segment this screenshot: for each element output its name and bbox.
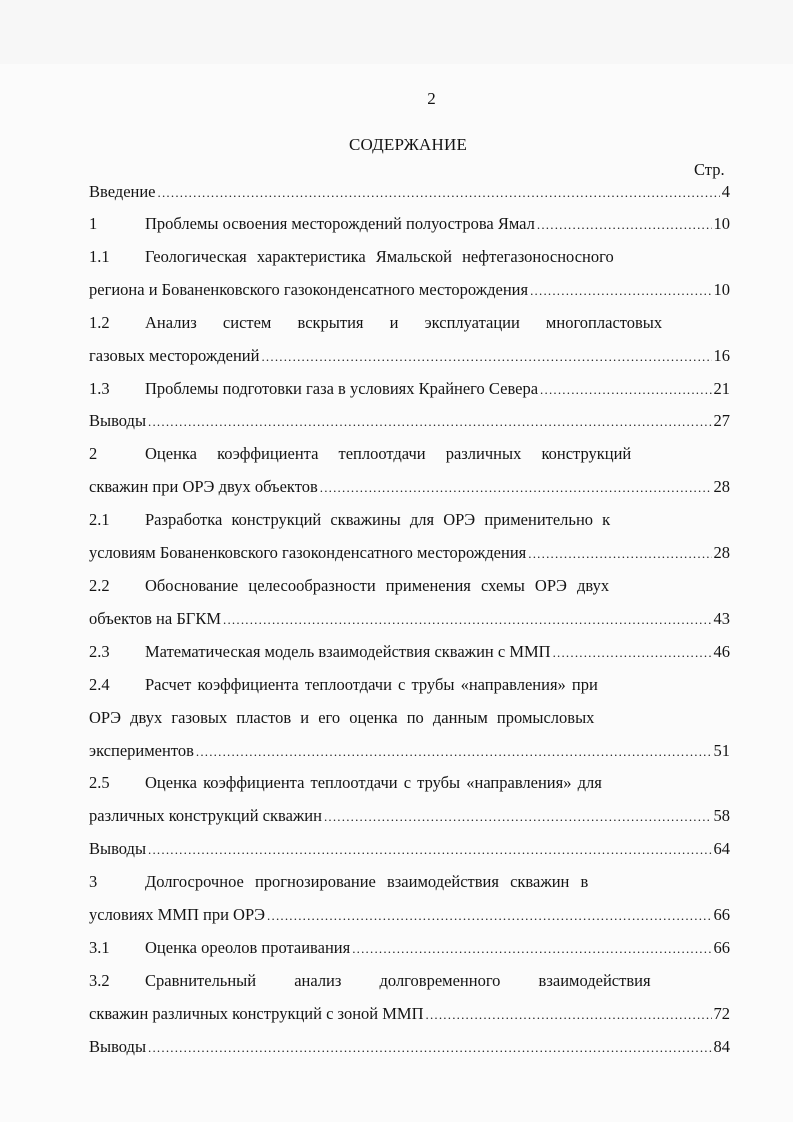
toc-title: Математическая модель взаимодействия скважин с ММП: [145, 642, 551, 661]
page-column-label: Стр.: [694, 160, 725, 179]
toc-entry-2-1: [89, 508, 730, 532]
toc-leader: [148, 838, 711, 862]
toc-title: Проблемы освоения месторождений полуострова Ямал: [145, 214, 535, 233]
toc-leader: [223, 608, 711, 632]
toc-title: Введение: [89, 182, 156, 201]
toc-title-line: региона и Бованенковского газоконденсатного месторождения: [89, 280, 529, 299]
toc-title: Выводы: [89, 1037, 147, 1056]
toc-entry-3-1: [89, 936, 730, 960]
toc-number: 2.1: [89, 510, 110, 529]
toc-title-line: Долгосрочное прогнозирование взаимодействия скважин в: [145, 872, 589, 891]
toc-number: 2.4: [89, 675, 110, 694]
toc-entry-conclusions-2: [89, 837, 730, 861]
toc-number: 1.3: [89, 379, 110, 398]
toc-leader: [320, 476, 712, 500]
toc-number: 2.3: [89, 642, 110, 661]
toc-entry-2-2-cont: [89, 607, 730, 631]
toc-page: 84: [713, 1037, 730, 1056]
toc-number: 2.2: [89, 576, 110, 595]
toc-number: 3.2: [89, 971, 110, 990]
toc-entry-1: [89, 212, 730, 236]
toc-title-line: газовых месторождений: [89, 346, 260, 365]
toc-page: 10: [713, 214, 730, 233]
toc-number: 3: [89, 872, 98, 891]
toc-title-line: Сравнительный анализ долговременного взаимодействия: [145, 971, 651, 990]
toc-title-line: скважин различных конструкций с зоной ММП: [89, 1004, 424, 1023]
toc-page: 16: [713, 346, 730, 365]
toc-entry-2-1-cont: [89, 541, 730, 565]
toc-leader: [426, 1003, 712, 1027]
toc-leader: [553, 641, 712, 665]
toc-page: 66: [713, 938, 730, 957]
toc-leader: [148, 410, 711, 434]
toc-entry-3-2-cont: [89, 1002, 730, 1026]
toc-title-line: Обоснование целесообразности применения схемы ОРЭ двух: [145, 576, 610, 595]
page-title: СОДЕРЖАНИЕ: [348, 135, 468, 154]
toc-title: Выводы: [89, 411, 147, 430]
toc-title-line: условиям Бованенковского газоконденсатного месторождения: [89, 543, 527, 562]
toc-entry-2-5: [89, 771, 730, 795]
toc-page: 51: [713, 741, 730, 760]
toc-entry-conclusions-3: [89, 1035, 730, 1059]
toc-page: 27: [713, 411, 730, 430]
toc-page: 28: [713, 543, 730, 562]
toc-page: 64: [713, 839, 730, 858]
toc-entry-3-2: [89, 969, 730, 993]
toc-title-line: условиях ММП при ОРЭ: [89, 905, 266, 924]
toc-title: Выводы: [89, 839, 147, 858]
toc-entry-2-5-cont: [89, 804, 730, 828]
toc-number: 1: [89, 214, 98, 233]
toc-page: 4: [721, 182, 730, 201]
toc-title-line: Анализ систем вскрытия и эксплуатации многопластовых: [145, 313, 663, 332]
toc-page: 72: [713, 1004, 730, 1023]
toc-leader: [528, 542, 711, 566]
toc-leader: [267, 904, 711, 928]
toc-title-line: Разработка конструкций скважины для ОРЭ применительно к: [145, 510, 611, 529]
toc-title-line: ОРЭ двух газовых пластов и его оценка по данным промысловых: [89, 708, 595, 727]
toc-title-line: Оценка коэффициента теплоотдачи с трубы «направления» для: [145, 773, 602, 792]
toc-number: 2: [89, 444, 98, 463]
toc-leader: [158, 181, 720, 205]
toc-number: 1.2: [89, 313, 110, 332]
toc-entry-1-2: [89, 311, 730, 335]
toc-leader: [530, 279, 711, 303]
toc-page: 21: [713, 379, 730, 398]
toc-page: 28: [713, 477, 730, 496]
toc-title-line: Оценка коэффициента теплоотдачи различных конструкций: [145, 444, 632, 463]
toc-leader: [148, 1036, 711, 1060]
toc-entry-2-3: [89, 640, 730, 664]
toc-entry-conclusions-1: [89, 409, 730, 433]
toc-page: 58: [713, 806, 730, 825]
toc-entry-1-1: [89, 245, 730, 269]
toc-leader: [324, 805, 712, 829]
toc-entry-2-4-cont: [89, 706, 730, 730]
toc-entry-3-cont: [89, 903, 730, 927]
toc-title-line: скважин при ОРЭ двух объектов: [89, 477, 318, 496]
toc-entry-1-1-cont: [89, 278, 730, 302]
toc-title-line: объектов на БГКМ: [89, 609, 222, 628]
toc-number: 1.1: [89, 247, 110, 266]
toc-page: 10: [713, 280, 730, 299]
toc-number: 3.1: [89, 938, 110, 957]
toc-leader: [537, 213, 712, 237]
toc-title-line: экспериментов: [89, 741, 194, 760]
toc-title: Проблемы подготовки газа в условиях Крайнего Севера: [145, 379, 539, 398]
toc-title-line: Геологическая характеристика Ямальской нефтегазоносносного: [145, 247, 614, 266]
toc-entry-2-4-cont2: [89, 739, 730, 763]
toc-page: 46: [713, 642, 730, 661]
toc-page: 66: [713, 905, 730, 924]
toc-entry-1-2-cont: [89, 344, 730, 368]
toc-title-line: Расчет коэффициента теплоотдачи с трубы «направления» при: [145, 675, 598, 694]
toc-page: 43: [713, 609, 730, 628]
page-number: 2: [427, 89, 436, 108]
toc-leader: [196, 740, 712, 764]
toc-number: 2.5: [89, 773, 110, 792]
toc-entry-1-3: [89, 377, 730, 401]
toc-leader: [540, 378, 711, 402]
toc-leader: [352, 937, 711, 961]
toc-entry-intro: [89, 180, 730, 204]
toc-leader: [261, 345, 711, 369]
toc-title-line: различных конструкций скважин: [89, 806, 322, 825]
toc-entry-2-4: [89, 673, 730, 697]
toc-entry-2-2: [89, 574, 730, 598]
toc-entry-2-cont: [89, 475, 730, 499]
toc-entry-2: [89, 442, 730, 466]
toc-entry-3: [89, 870, 730, 894]
toc-title: Оценка ореолов протаивания: [145, 938, 351, 957]
